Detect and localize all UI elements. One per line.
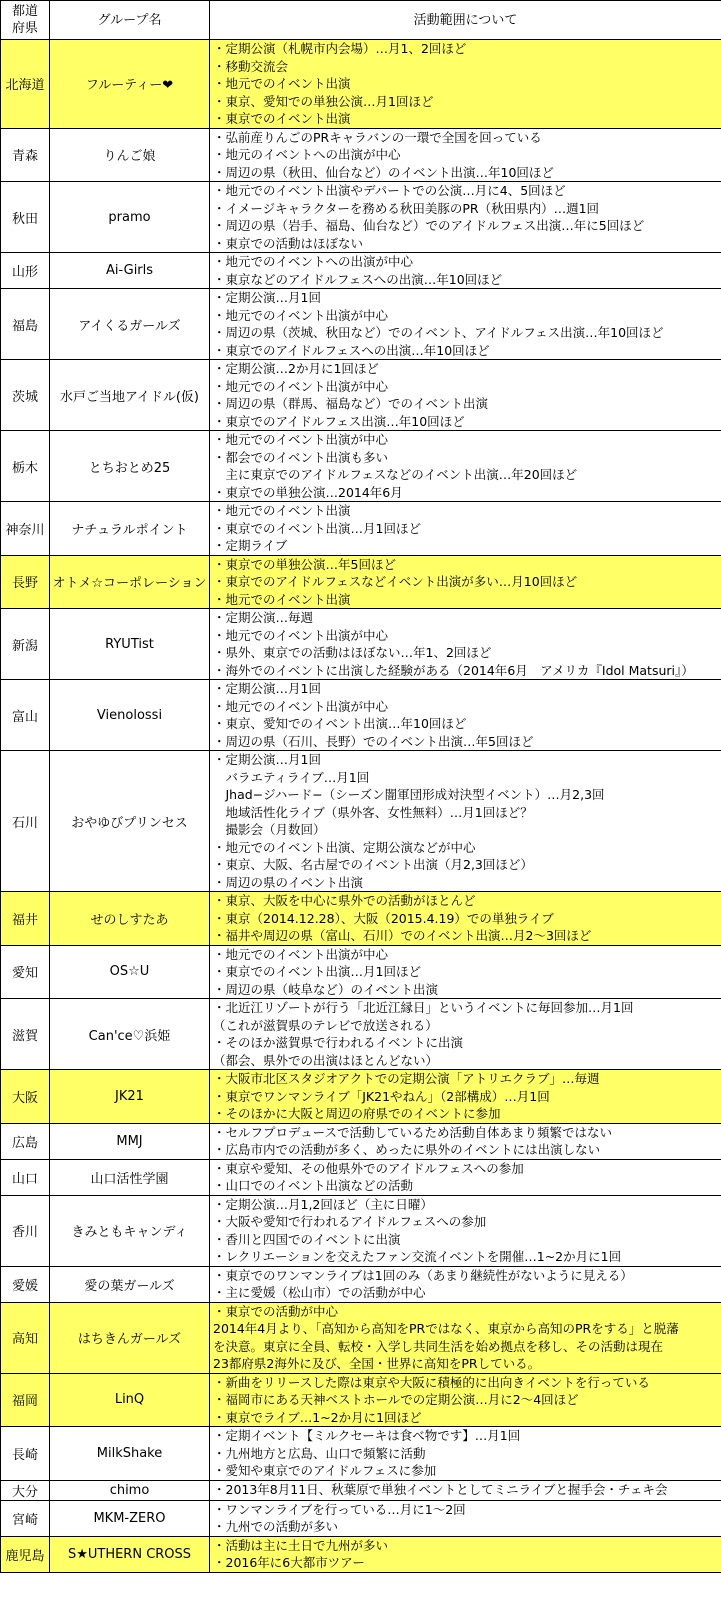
prefecture-cell: 大阪 (1, 1070, 50, 1124)
activity-cell (210, 1159, 721, 1195)
table-row (1, 609, 721, 680)
table-row (1, 431, 721, 502)
activity-cell (210, 680, 721, 751)
activity-line: ・福井や周辺の県（富山、石川）でのイベント出演…月2〜3回ほど (213, 928, 592, 943)
table-row (1, 128, 721, 182)
activity-line: ・ワンマンライブを行っている…月に1〜2回 (213, 1501, 466, 1517)
activity-cell (210, 360, 721, 431)
activity-line: ・周辺の県のイベント出演 (213, 874, 364, 890)
activity-line: ・東京でのワンマンライブは1回のみ（あまり継続性がないように見える） (213, 1267, 633, 1283)
group-name-cell: きみともキャンディ (50, 1195, 210, 1266)
prefecture-cell: 高知 (1, 1302, 50, 1373)
table-row (1, 1373, 721, 1427)
activity-line: ・周辺の県（岩手、福島、仙台など）でのアイドルフェス出演…年に5回ほど (213, 218, 645, 233)
activity-line: ・定期公演…月1回 (213, 290, 321, 305)
activity-line: ・定期公演（札幌市内会場）…月1、2回ほど (213, 41, 467, 56)
prefecture-cell: 愛知 (1, 945, 50, 999)
activity-line: ・北近江リゾートが行う「北近江縁日」というイベントに毎回参加…月1回 (213, 1000, 634, 1015)
group-name-cell: りんご娘 (50, 128, 210, 182)
table-row (1, 360, 721, 431)
table-row (1, 253, 721, 289)
activity-line: ・東京などのアイドルフェスへの出演…年10回ほど (213, 271, 503, 287)
activity-line: ・東京でのイベント出演 (213, 111, 351, 126)
activity-line: ・東京（2014.12.28）、大阪（2015.4.19）での単独ライブ (213, 910, 554, 926)
prefecture-cell: 長野 (1, 555, 50, 609)
prefecture-cell: 福岡 (1, 1373, 50, 1427)
activity-line: ・新曲をリリースした際は東京や大阪に積極的に出向きイベントを行っている (213, 1374, 650, 1390)
activity-line: ・東京でのアイドルフェスへの出演…年10回ほど (213, 342, 490, 358)
activity-line: ・地元でのイベントへの出演が中心 (213, 254, 414, 269)
table-row (1, 892, 721, 946)
activity-cell (210, 1195, 721, 1266)
header-row (1, 1, 721, 40)
activity-cell (210, 555, 721, 609)
group-name-cell: pramo (50, 182, 210, 253)
activity-line: ・地元でのイベント出演が中心 (213, 627, 389, 643)
activity-line: ・東京や愛知、その他県外でのアイドルフェスへの参加 (213, 1160, 524, 1176)
prefecture-cell: 山口 (1, 1159, 50, 1195)
table-row (1, 555, 721, 609)
table-body (1, 40, 721, 1573)
activity-line: ・地元でのイベント出演、定期公演などが中心 (213, 839, 476, 855)
group-name-cell: オトメ☆コーポレーション (50, 555, 210, 609)
prefecture-cell: 長崎 (1, 1427, 50, 1481)
group-name-cell: Ai-Girls (50, 253, 210, 289)
activity-line: ・地元でのイベント出演が中心 (213, 946, 389, 962)
header-prefecture-line1: 都道 (11, 4, 38, 19)
activity-line: ・東京、大阪を中心に県外での活動がほとんど (213, 893, 476, 908)
activity-line: 撮影会（月数回） (213, 822, 326, 837)
group-name-cell: JK21 (50, 1070, 210, 1124)
activity-cell (210, 253, 721, 289)
group-name-cell: Vienolossi (50, 680, 210, 751)
table-row (1, 1195, 721, 1266)
activity-cell (210, 945, 721, 999)
activity-line: ・セルフプロデュースで活動しているため活動自体あまり頻繁ではない (213, 1124, 613, 1140)
group-name-cell: とちおとめ25 (50, 431, 210, 502)
activity-line: ・東京、愛知でのイベント出演…年10回ほど (213, 716, 467, 731)
group-name-cell: S★UTHERN CROSS (50, 1536, 210, 1572)
activity-line: （これが滋賀県のテレビで放送される） (213, 1017, 438, 1033)
activity-line: ・広島市内での活動が多く、めったに県外のイベントには出演しない (213, 1142, 601, 1157)
group-name-cell: MKM-ZERO (50, 1500, 210, 1536)
group-name-cell: MilkShake (50, 1427, 210, 1481)
activity-cell (210, 1480, 721, 1500)
prefecture-cell: 神奈川 (1, 502, 50, 556)
activity-line: ・移動交流会 (213, 58, 289, 74)
activity-line: ・地元でのイベント出演 (213, 76, 351, 91)
prefecture-cell: 香川 (1, 1195, 50, 1266)
group-name-cell: LinQ (50, 1373, 210, 1427)
activity-line: ・東京、愛知での単独公演…月1回ほど (213, 93, 434, 109)
activity-line: ・県外、東京での活動はほぼない…年1、2回ほど (213, 645, 492, 660)
group-name-cell: chimo (50, 1480, 210, 1500)
activity-line: Jhad−ジハード−（シーズン闇軍団形成対決型イベント）…月2,3回 (213, 787, 605, 802)
activity-line: ・定期公演…月1回 (213, 752, 321, 767)
activity-line: ・地元のイベントへの出演が中心 (213, 147, 401, 162)
activity-line: ・大阪市北区スタジオアクトでの定期公演「アトリエクラブ」…毎週 (213, 1071, 600, 1086)
activity-line: 23都府県2海外に及び、全国・世界に高知をPRしている。 (213, 1356, 541, 1371)
activity-line: ・東京での単独公演…2014年6月 (213, 484, 403, 500)
header-group: グループ名 (50, 1, 210, 40)
group-name-cell: Can'ce♡浜姫 (50, 999, 210, 1070)
table-row (1, 1302, 721, 1373)
activity-cell (210, 502, 721, 556)
activity-line: ・山口でのイベント出演などの活動 (213, 1178, 414, 1193)
activity-cell (210, 892, 721, 946)
table-row (1, 1480, 721, 1500)
prefecture-cell: 広島 (1, 1123, 50, 1159)
activity-line: ・九州での活動が多い (213, 1519, 339, 1534)
activity-line: ・東京でのイベント出演…月1回ほど (213, 964, 421, 979)
activity-line: ・活動は主に土日で九州が多い (213, 1537, 389, 1553)
activity-line: ・2013年8月11日、秋葉原で単独イベントとしてミニライブと握手会・チェキ会 (213, 1481, 668, 1497)
activity-cell (210, 999, 721, 1070)
activity-line: ・福岡市にある天神ベストホールでの定期公演…月に2〜4回ほど (213, 1392, 579, 1407)
prefecture-cell: 青森 (1, 128, 50, 182)
activity-cell (210, 1070, 721, 1124)
activity-cell (210, 751, 721, 892)
activity-line: ・周辺の県（石川、長野）でのイベント出演…年5回ほど (213, 733, 534, 749)
activity-cell (210, 289, 721, 360)
prefecture-cell: 石川 (1, 751, 50, 892)
activity-cell (210, 431, 721, 502)
activity-line: バラエティライブ…月1回 (213, 769, 370, 785)
prefecture-cell: 茨城 (1, 360, 50, 431)
table-row (1, 40, 721, 129)
group-name-cell: せのしすたあ (50, 892, 210, 946)
activity-cell (210, 182, 721, 253)
activity-line: ・レクリエーションを交えたファン交流イベントを開催…1~2か月に1回 (213, 1249, 622, 1264)
activity-line: ・東京、大阪、名古屋でのイベント出演（月2,3回ほど） (213, 857, 533, 872)
prefecture-cell: 山形 (1, 253, 50, 289)
activity-line: 主に東京でのアイドルフェスなどのイベント出演…年20回ほど (213, 467, 578, 482)
activity-line: ・地元でのイベント出演 (213, 591, 351, 607)
group-name-cell: 水戸ご当地アイドル(仮) (50, 360, 210, 431)
header-prefecture-line2: 府県 (11, 21, 38, 36)
activity-line: ・定期公演…月1回 (213, 681, 321, 696)
prefecture-cell: 滋賀 (1, 999, 50, 1070)
activity-line: ・主に愛媛（松山市）での活動が中心 (213, 1285, 426, 1300)
activity-line: 地域活性化ライブ（県外客、女性無料）…月1回ほど？ (213, 804, 533, 820)
activity-line: ・周辺の県（群馬、福島など）でのイベント出演 (213, 396, 489, 411)
activity-line: ・周辺の県（秋田、仙台など）のイベント出演…年10回ほど (213, 164, 554, 180)
table-row (1, 680, 721, 751)
activity-line: を決意。東京に全員、転校・入学し共同生活を始め拠点を移し、その活動は現在 (213, 1338, 664, 1354)
table-row (1, 1070, 721, 1124)
activity-line: ・東京でのアイドルフェスなどイベント出演が多い…月10回ほど (213, 574, 578, 589)
prefecture-cell: 新潟 (1, 609, 50, 680)
group-name-cell: フルーティー❤ (50, 40, 210, 129)
activity-line: ・東京でワンマンライブ「JK21やねん」（2部構成）…月1回 (213, 1088, 550, 1104)
activity-line: ・地元でのイベント出演が中心 (213, 378, 389, 394)
activity-cell (210, 1302, 721, 1373)
prefecture-cell: 宮崎 (1, 1500, 50, 1536)
table-row (1, 289, 721, 360)
activity-line: ・東京でライブ…1~2か月に1回ほど (213, 1409, 422, 1425)
prefecture-cell: 栃木 (1, 431, 50, 502)
activity-line: ・イメージキャラクターを務める秋田美豚のPR（秋田県内）…週1回 (213, 200, 600, 216)
activity-line: ・都会でのイベント出演も多い (213, 449, 389, 465)
activity-line: ・地元でのイベント出演が中心 (213, 307, 389, 323)
prefecture-cell: 秋田 (1, 182, 50, 253)
prefecture-cell: 福島 (1, 289, 50, 360)
group-name-cell: ナチュラルポイント (50, 502, 210, 556)
activity-cell (210, 128, 721, 182)
activity-cell (210, 40, 721, 129)
activity-cell (210, 1266, 721, 1302)
activity-line: ・周辺の県（茨城、秋田など）でのイベント、アイドルフェス出演…年10回ほど (213, 325, 664, 340)
activity-line: ・東京でのアイドルフェス出演…年10回ほど (213, 413, 465, 429)
activity-line: ・弘前産りんごのPRキャラバンの一環で全国を回っている (213, 129, 542, 145)
table-row (1, 1123, 721, 1159)
prefecture-cell: 北海道 (1, 40, 50, 129)
group-name-cell: 愛の葉ガールズ (50, 1266, 210, 1302)
activity-line: ・そのほかに大阪と周辺の府県でのイベントに参加 (213, 1106, 501, 1121)
activity-line: ・2016年に6大都市ツアー (213, 1555, 365, 1570)
activity-line: ・東京での活動はほぼない (213, 235, 364, 251)
activity-line: ・地元でのイベント出演 (213, 503, 351, 518)
table-row (1, 1266, 721, 1302)
prefecture-cell: 鹿児島 (1, 1536, 50, 1572)
activity-line: ・海外でのイベントに出演した経験がある（2014年6月 アメリカ『Idol Matsuri』） (213, 662, 694, 678)
header-prefecture (1, 1, 50, 40)
activity-line: ・定期イベント【ミルクセーキは食べ物です】…月1回 (213, 1428, 521, 1443)
prefecture-cell: 愛媛 (1, 1266, 50, 1302)
table-row (1, 945, 721, 999)
activity-line: ・周辺の県（岐阜など）のイベント出演 (213, 981, 439, 997)
prefecture-cell: 福井 (1, 892, 50, 946)
activity-line: ・地元でのイベント出演が中心 (213, 432, 389, 447)
group-name-cell: アイくるガールズ (50, 289, 210, 360)
activity-cell (210, 1427, 721, 1481)
prefecture-cell: 大分 (1, 1480, 50, 1500)
activity-line: ・東京での活動が中心 (213, 1303, 339, 1319)
activity-cell (210, 1373, 721, 1427)
activity-line: ・定期公演…毎週 (213, 610, 314, 625)
table-row (1, 999, 721, 1070)
table-row (1, 1536, 721, 1572)
activity-line: ・地元でのイベント出演やデパートでの公演…月に4、5回ほど (213, 183, 566, 198)
activity-line: （都会、県外での出演はほとんどない） (213, 1052, 439, 1068)
group-name-cell: RYUTist (50, 609, 210, 680)
table-row (1, 502, 721, 556)
table-row (1, 751, 721, 892)
activity-line: ・そのほか滋賀県で行われるイベントに出演 (213, 1035, 464, 1050)
activity-line: ・東京でのイベント出演…月1回ほど (213, 520, 421, 536)
group-name-cell: はちきんガールズ (50, 1302, 210, 1373)
activity-line: ・大阪や愛知で行われるアイドルフェスへの参加 (213, 1214, 487, 1229)
prefecture-cell: 富山 (1, 680, 50, 751)
table-row (1, 1427, 721, 1481)
header-activity: 活動範囲について (210, 1, 721, 40)
table-row (1, 1159, 721, 1195)
activity-cell (210, 1123, 721, 1159)
activity-line: ・九州地方と広島、山口で頻繁に活動 (213, 1445, 426, 1461)
group-name-cell: OS☆U (50, 945, 210, 999)
activity-cell (210, 1500, 721, 1536)
activity-line: ・東京での単独公演…年5回ほど (213, 556, 396, 572)
table-row (1, 1500, 721, 1536)
activity-line: ・定期公演…月1,2回ほど（主に日曜） (213, 1196, 433, 1212)
activity-line: ・香川と四国でのイベントに出演 (213, 1231, 401, 1247)
activity-line: ・定期ライブ (213, 538, 288, 553)
activity-cell (210, 1536, 721, 1572)
table-row (1, 182, 721, 253)
activity-line: ・定期公演…2か月に1回ほど (213, 361, 379, 376)
group-name-cell: MMJ (50, 1123, 210, 1159)
group-name-cell: 山口活性学園 (50, 1159, 210, 1195)
group-name-cell: おやゆびプリンセス (50, 751, 210, 892)
activity-line: 2014年4月より、「高知から高知をPRではなく、東京から高知のPRをする」と脱藩 (213, 1321, 679, 1336)
activity-line: ・地元でのイベント出演が中心 (213, 698, 389, 714)
activity-cell (210, 609, 721, 680)
activity-line: ・愛知や東京でのアイドルフェスに参加 (213, 1463, 437, 1478)
